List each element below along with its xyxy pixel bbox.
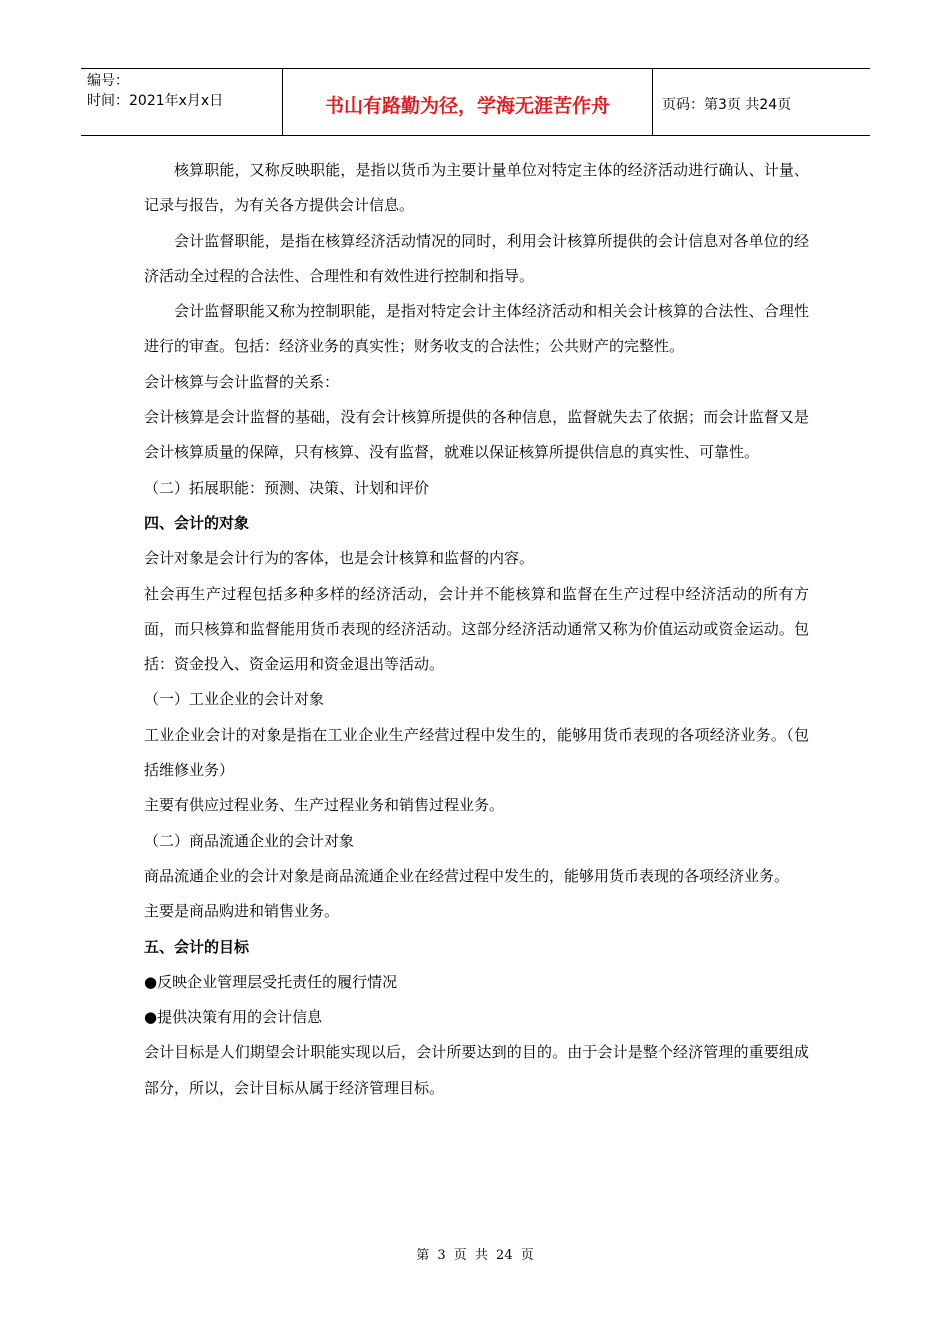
paragraph: 会计目标是人们期望会计职能实现以后，会计所要达到的目的。由于会计是整个经济管理的重要组成部分，所以，会计目标从属于经济管理目标。 <box>144 1043 809 1097</box>
bullet-item: ●反映企业管理层受托责任的履行情况 <box>144 972 398 991</box>
paragraph: 主要有供应过程业务、生产过程业务和销售过程业务。 <box>144 796 505 815</box>
subsection-heading: （一）工业企业的会计对象 <box>144 690 325 709</box>
paragraph: 会计监督职能，是指在核算经济活动情况的同时，利用会计核算所提供的会计信息对各单位的经济活动全过程的合法性、合理性和有效性进行控制和指导。 <box>144 231 809 285</box>
section-heading: 四、会计的对象 <box>144 513 250 532</box>
section-heading: 五、会计的目标 <box>144 937 250 956</box>
paragraph: 核算职能，又称反映职能，是指以货币为主要计量单位对特定主体的经济活动进行确认、计量、记录与报告，为有关各方提供会计信息。 <box>144 161 809 215</box>
header-left-cell <box>81 69 283 135</box>
paragraph: 商品流通企业的会计对象是商品流通企业在经营过程中发生的，能够用货币表现的各项经济业务。 <box>144 866 790 885</box>
subsection-heading: （二）商品流通企业的会计对象 <box>144 831 355 850</box>
subsection-heading: （二）拓展职能：预测、决策、计划和评价 <box>144 478 430 497</box>
page-header <box>81 68 870 136</box>
paragraph: 会计对象是会计行为的客体，也是会计核算和监督的内容。 <box>144 549 535 568</box>
paragraph: 主要是商品购进和销售业务。 <box>144 902 340 921</box>
bullet-item: ●提供决策有用的会计信息 <box>144 1008 323 1027</box>
paragraph: 会计核算与会计监督的关系： <box>144 372 340 391</box>
header-motto: 书山有路勤为径，学海无涯苦作舟 <box>283 69 653 135</box>
number-label: 编号： <box>87 73 129 89</box>
page-footer: 第 3 页 共 24 页 <box>416 1248 534 1263</box>
paragraph: 工业企业会计的对象是指在工业企业生产经营过程中发生的，能够用货币表现的各项经济业务。（包括维修业务） <box>144 725 809 780</box>
time-label: 时间：2021年x月x日 <box>87 93 224 109</box>
paragraph: 社会再生产过程包括多种多样的经济活动，会计并不能核算和监督在生产过程中经济活动的所有方面，而只核算和监督能用货币表现的经济活动。这部分经济活动通常又称为价值运动或资金运动。包括：资金投入、资金运用和资金退出等活动。 <box>144 584 809 674</box>
paragraph: 会计监督职能又称为控制职能，是指对特定会计主体经济活动和相关会计核算的合法性、合理性进行的审查。包括：经济业务的真实性；财务收支的合法性；公共财产的完整性。 <box>144 302 809 356</box>
header-page-info: 页码：第3页 共24页 <box>662 97 792 113</box>
paragraph: 会计核算是会计监督的基础，没有会计核算所提供的各种信息，监督就失去了依据；而会计监督又是会计核算质量的保障，只有核算、没有监督，就难以保证核算所提供信息的真实性、可靠性。 <box>144 408 809 462</box>
document-body <box>144 153 809 1106</box>
